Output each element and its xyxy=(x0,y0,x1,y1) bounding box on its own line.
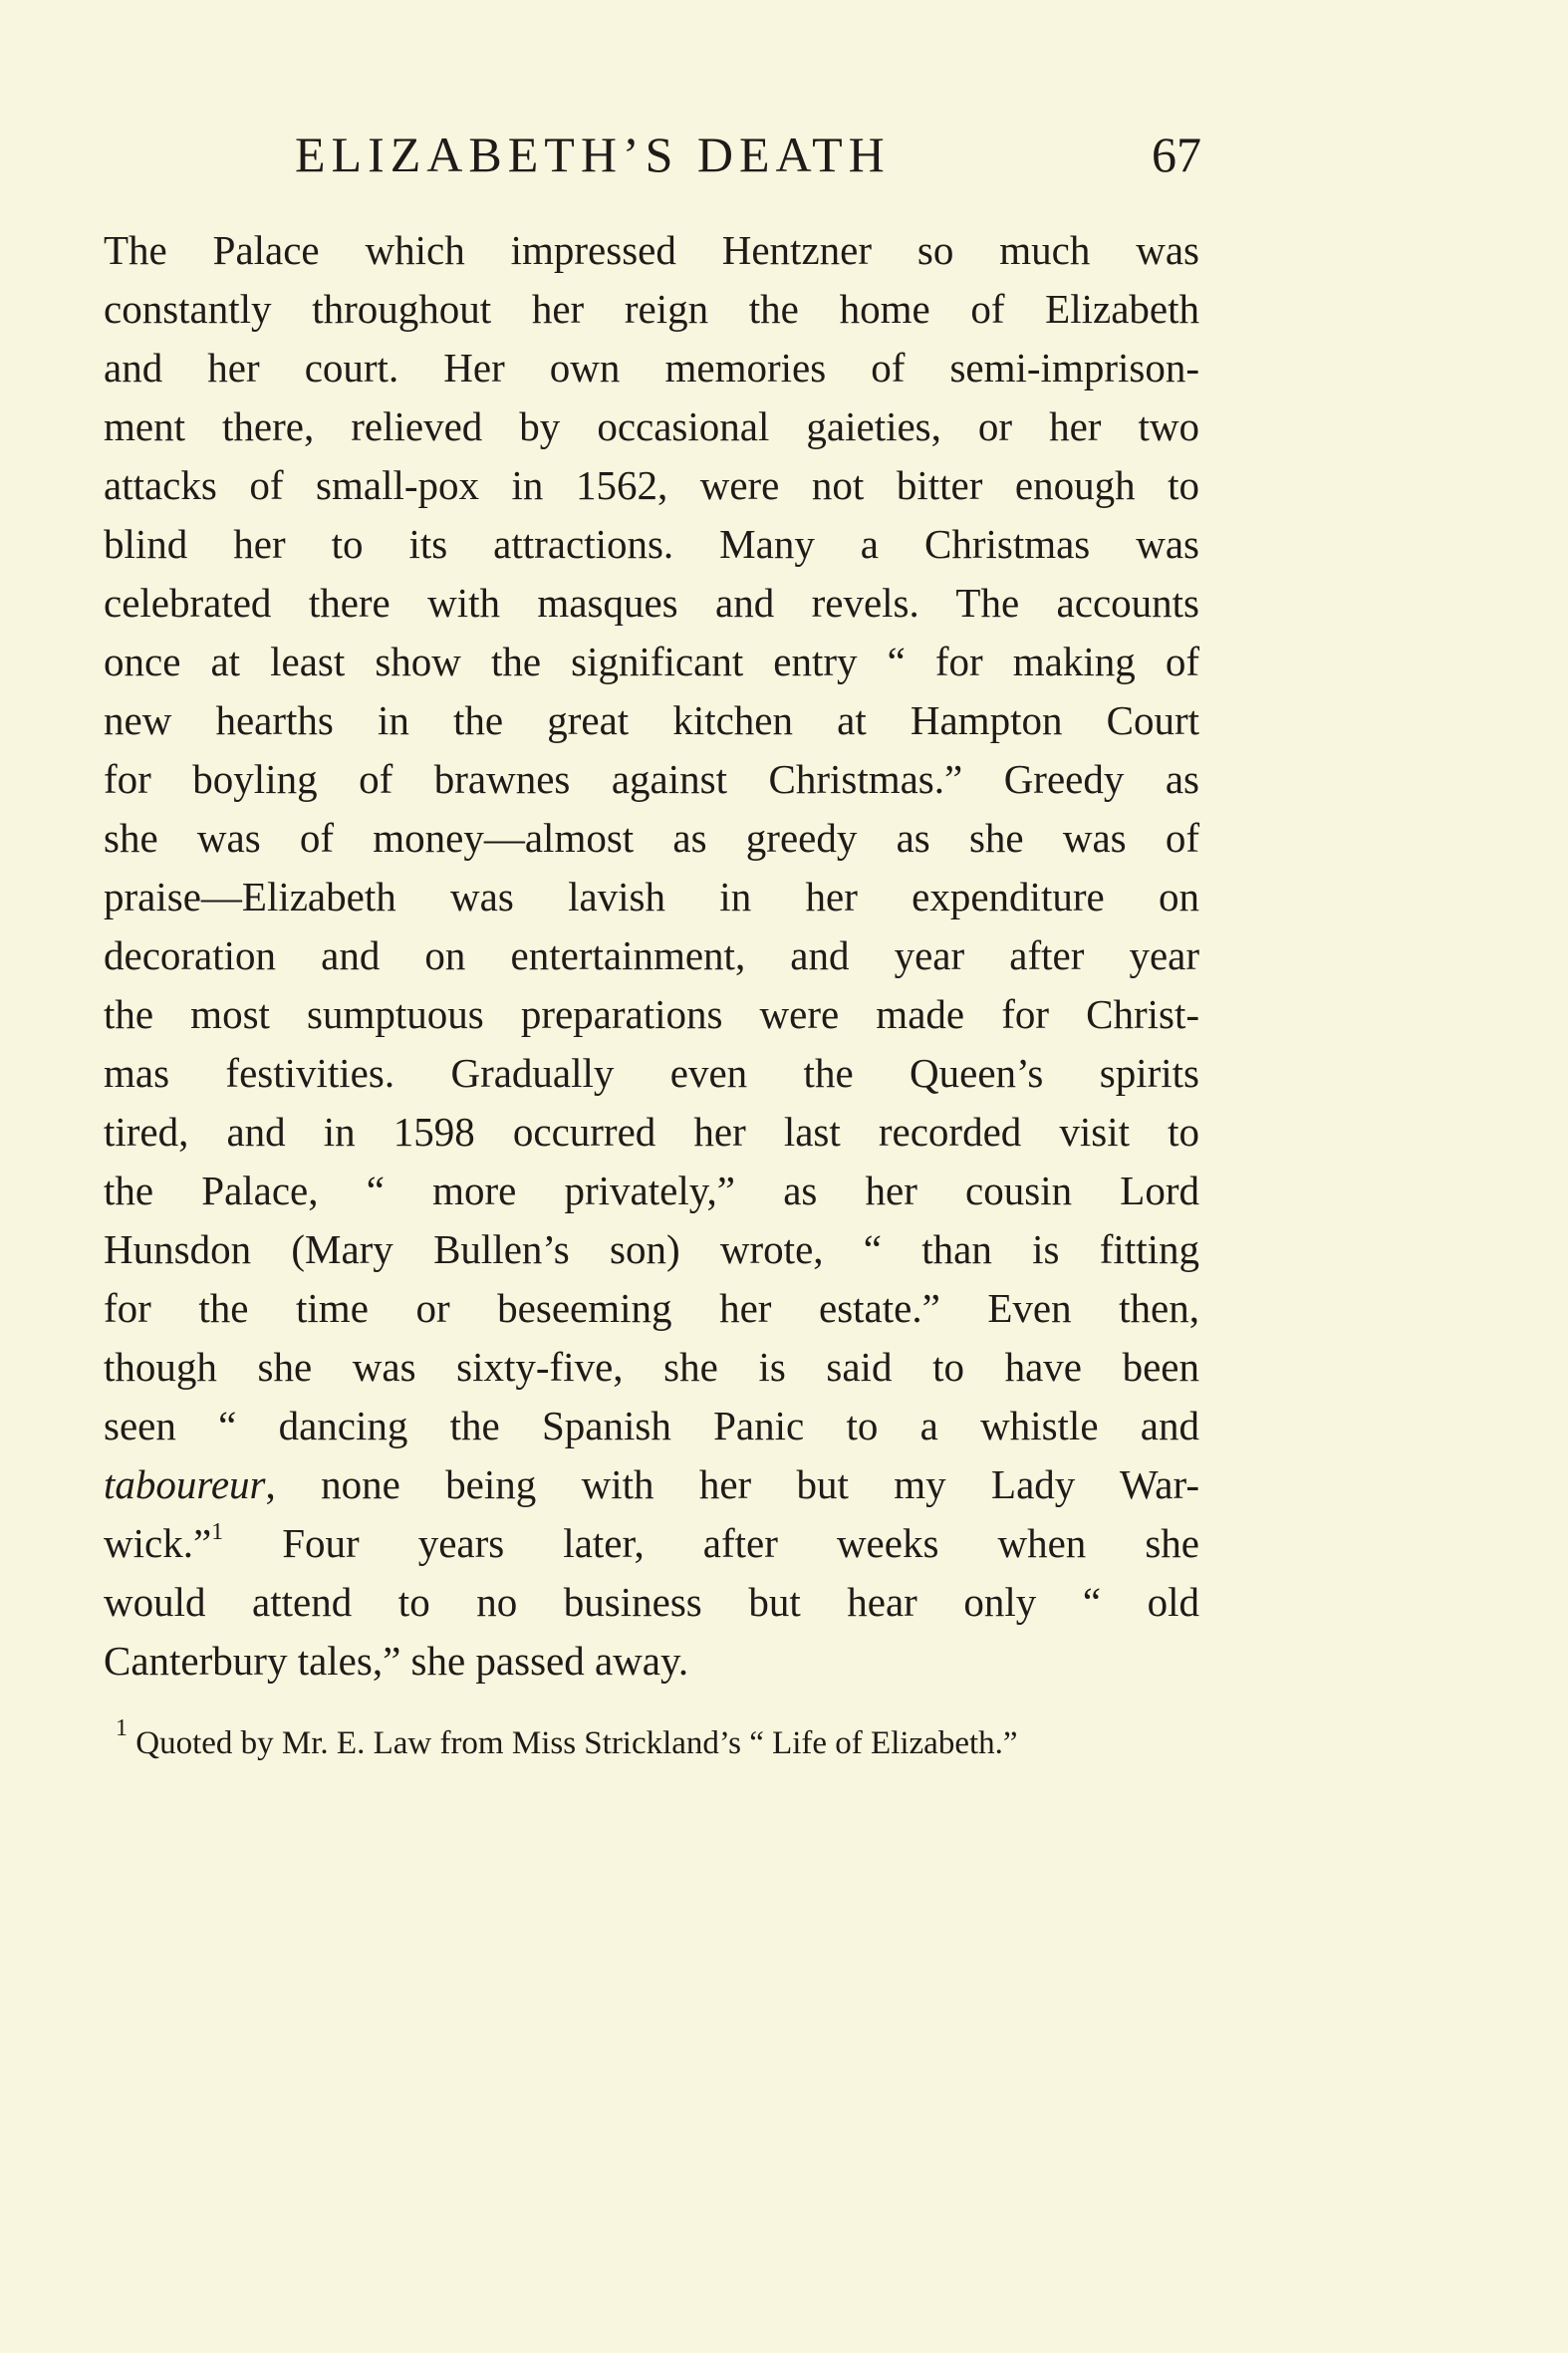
text-segment: Four years later, after weeks when she xyxy=(223,1520,1199,1566)
text-line: would attend to no business but hear only “ old xyxy=(104,1579,1199,1625)
text-line: new hearths in the great kitchen at Hampton Court xyxy=(104,697,1199,743)
footnote-marker: 1 xyxy=(116,1715,128,1741)
text-line: seen “ dancing the Spanish Panic to a whistle and xyxy=(104,1403,1199,1448)
body-paragraph xyxy=(104,221,1199,1691)
text-segment: wick.” xyxy=(104,1520,212,1566)
text-line: though she was sixty-five, she is said to have been xyxy=(104,1344,1199,1390)
text-line: once at least show the significant entry “ for making of xyxy=(104,639,1199,684)
text-line: constantly throughout her reign the home of Elizabeth xyxy=(104,286,1199,332)
text-line: blind her to its attractions. Many a Christmas was xyxy=(104,521,1199,567)
text-line: the Palace, “ more privately,” as her cousin Lord xyxy=(104,1168,1199,1213)
text-line: the most sumptuous preparations were made for Christ- xyxy=(104,991,1199,1037)
text-line: Hunsdon (Mary Bullen’s son) wrote, “ than is fitting xyxy=(104,1226,1199,1272)
text-line: ment there, relieved by occasional gaieties, or her two xyxy=(104,403,1199,449)
text-line: celebrated there with masques and revels. The accounts xyxy=(104,580,1199,626)
running-head xyxy=(104,120,1199,189)
page-number: 67 xyxy=(1152,127,1201,182)
text-line xyxy=(104,1455,1199,1514)
text-line: and her court. Her own memories of semi-imprison- xyxy=(104,345,1199,391)
text-line: for the time or beseeming her estate.” Even then, xyxy=(104,1285,1199,1331)
text-line: tired, and in 1598 occurred her last recorded visit to xyxy=(104,1109,1199,1155)
text-segment: , none being with her but my Lady War- xyxy=(265,1461,1199,1507)
text-line-last: Canterbury tales,” she passed away. xyxy=(104,1638,689,1684)
text-line: praise—Elizabeth was lavish in her expenditure on xyxy=(104,874,1199,919)
text-line xyxy=(104,1514,1199,1573)
footnote-reference: 1 xyxy=(211,1519,224,1545)
text-line: for boyling of brawnes against Christmas.” Greedy as xyxy=(104,756,1199,802)
text-line: she was of money—almost as greedy as she was of xyxy=(104,815,1199,861)
running-title: ELIZABETH’S DEATH xyxy=(295,127,891,182)
text-line: mas festivities. Gradually even the Queen’s spirits xyxy=(104,1050,1199,1096)
text-line: The Palace which impressed Hentzner so much was xyxy=(104,227,1199,273)
text-line: attacks of small-pox in 1562, were not bitter enough to xyxy=(104,462,1199,508)
footnote-text: Quoted by Mr. E. Law from Miss Strickland’s “ Life of Elizabeth.” xyxy=(128,1725,1018,1761)
text-line: decoration and on entertainment, and year after year xyxy=(104,932,1199,978)
footnote xyxy=(116,1715,1199,1767)
italic-word: taboureur xyxy=(104,1461,266,1507)
